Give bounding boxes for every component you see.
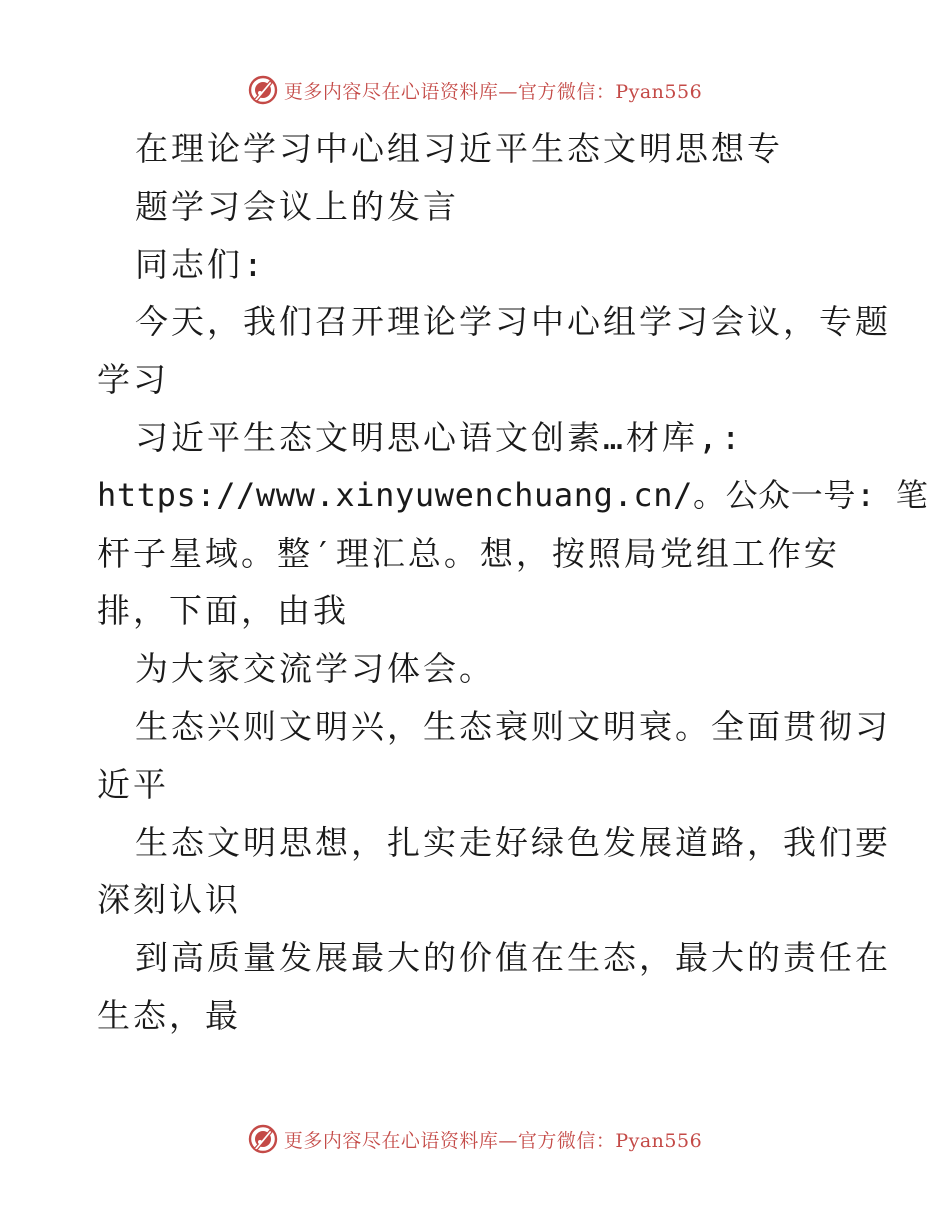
- paragraph-line: 生态兴则文明兴，生态衰则文明衰。全面贯彻习: [135, 706, 891, 746]
- paragraph-line: 习近平生态文明思心语文创素…材库,:: [135, 417, 744, 457]
- paragraph-line: 杆子星域。整′理汇总。想，按照局党组工作安: [97, 533, 840, 573]
- paragraph-line: 今天，我们召开理论学习中心组学习会议，专题: [135, 302, 891, 342]
- title-line-1: 在理论学习中心组习近平生态文明思想专: [135, 129, 783, 168]
- watermark-text: 更多内容尽在心语资料库—官方微信：Pyan556: [283, 80, 703, 103]
- watermark-text: 更多内容尽在心语资料库—官方微信：Pyan556: [283, 1129, 703, 1152]
- paragraph-line: 为大家交流学习体会。: [135, 649, 495, 689]
- paragraph-line: 深刻认识: [97, 880, 241, 920]
- header-watermark: [0, 73, 950, 107]
- title-line-2: 题学习会议上的发言: [135, 186, 459, 226]
- paragraph-line: 生态，最: [97, 995, 241, 1035]
- quill-logo-icon: [248, 75, 278, 105]
- paragraph-line: 近平: [97, 764, 169, 804]
- paragraph-line-url: https://www.xinyuwenchuang.cn/。公众一号: 笔: [97, 475, 929, 514]
- quill-logo-icon: [248, 1124, 278, 1154]
- paragraph-line: 学习: [97, 360, 169, 400]
- salutation: 同志们:: [135, 244, 266, 284]
- paragraph-line: 到高质量发展最大的价值在生态，最大的责任在: [135, 938, 891, 978]
- footer-watermark: [0, 1122, 950, 1156]
- paragraph-line: 排，下面，由我: [97, 591, 349, 631]
- document-body: [97, 120, 929, 1045]
- paragraph-line: 生态文明思想，扎实走好绿色发展道路，我们要: [135, 822, 891, 862]
